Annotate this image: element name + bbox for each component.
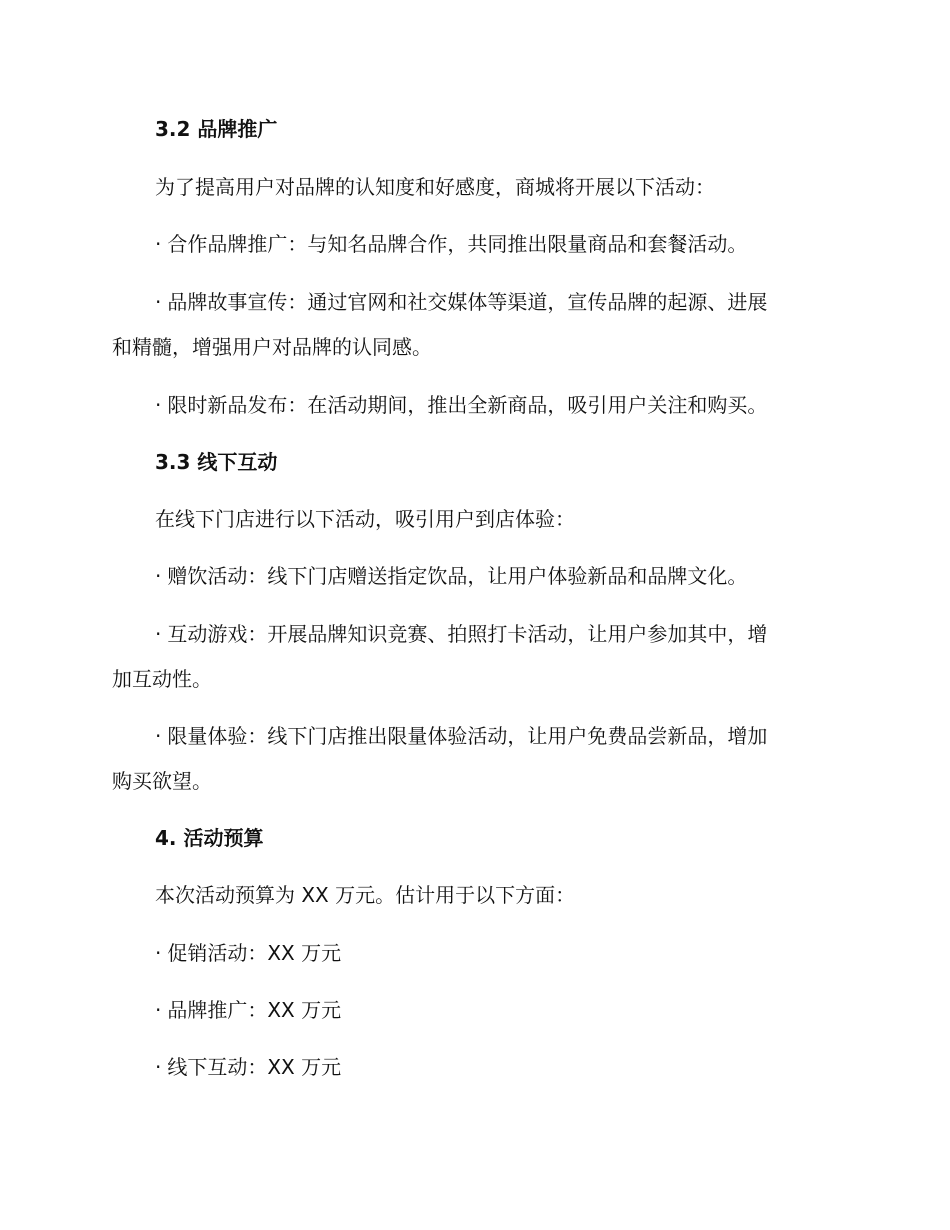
section-heading-3-2: 3.2 品牌推广 bbox=[155, 117, 278, 141]
list-item bbox=[155, 724, 767, 748]
list-item bbox=[155, 998, 341, 1022]
bullet-icon: · bbox=[155, 564, 162, 588]
list-item-text: 线下互动：XX 万元 bbox=[167, 1055, 342, 1079]
list-item-text: 品牌推广：XX 万元 bbox=[167, 998, 342, 1022]
bullet-icon: · bbox=[155, 290, 162, 314]
bullet-icon: · bbox=[155, 998, 162, 1022]
list-item-text: 互动游戏：开展品牌知识竞赛、拍照打卡活动，让用户参加其中，增 bbox=[167, 622, 768, 646]
list-item-continuation: 购买欲望。 bbox=[112, 769, 212, 793]
bullet-icon: · bbox=[155, 724, 162, 748]
section-intro-4: 本次活动预算为 XX 万元。估计用于以下方面： bbox=[155, 883, 576, 907]
list-item bbox=[155, 1055, 341, 1079]
list-item-continuation: 和精髓，增强用户对品牌的认同感。 bbox=[112, 335, 432, 359]
section-heading-3-3: 3.3 线下互动 bbox=[155, 450, 278, 474]
list-item-text: 限量体验：线下门店推出限量体验活动，让用户免费品尝新品，增加 bbox=[167, 724, 768, 748]
bullet-icon: · bbox=[155, 393, 162, 417]
bullet-icon: · bbox=[155, 941, 162, 965]
bullet-icon: · bbox=[155, 622, 162, 646]
bullet-icon: · bbox=[155, 232, 162, 256]
list-item bbox=[155, 290, 767, 314]
bullet-icon: · bbox=[155, 1055, 162, 1079]
list-item bbox=[155, 393, 767, 417]
list-item bbox=[155, 232, 747, 256]
list-item-text: 促销活动：XX 万元 bbox=[167, 941, 342, 965]
section-intro-3-3: 在线下门店进行以下活动，吸引用户到店体验： bbox=[155, 507, 575, 531]
list-item-continuation: 加互动性。 bbox=[112, 667, 212, 691]
list-item bbox=[155, 622, 767, 646]
list-item bbox=[155, 564, 747, 588]
list-item-text: 品牌故事宣传：通过官网和社交媒体等渠道，宣传品牌的起源、进展 bbox=[167, 290, 768, 314]
list-item-text: 合作品牌推广：与知名品牌合作，共同推出限量商品和套餐活动。 bbox=[167, 232, 748, 256]
section-heading-4: 4. 活动预算 bbox=[155, 826, 264, 850]
list-item bbox=[155, 941, 341, 965]
section-intro-3-2: 为了提高用户对品牌的认知度和好感度，商城将开展以下活动： bbox=[155, 175, 715, 199]
list-item-text: 限时新品发布：在活动期间，推出全新商品，吸引用户关注和购买。 bbox=[167, 393, 768, 417]
list-item-text: 赠饮活动：线下门店赠送指定饮品，让用户体验新品和品牌文化。 bbox=[167, 564, 748, 588]
